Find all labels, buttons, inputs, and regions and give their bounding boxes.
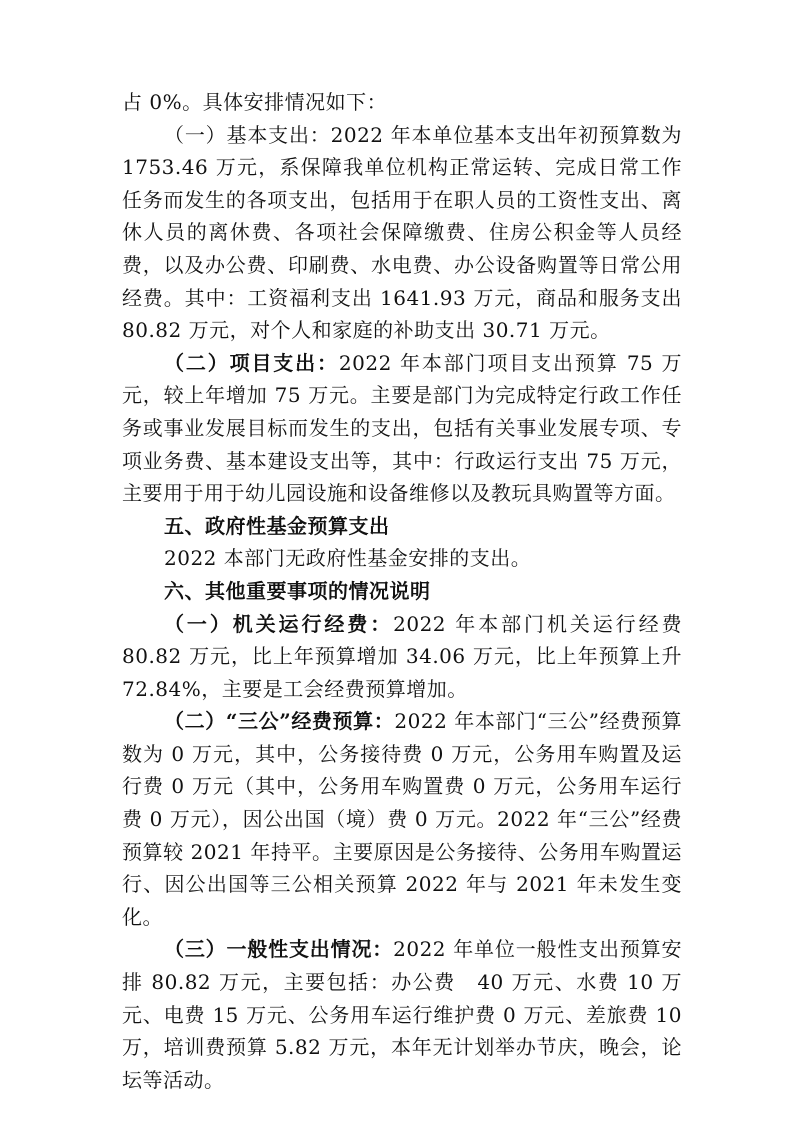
paragraph-body-project-expenditure: 2022 年本部门项目支出预算 75 万元，较上年增加 75 万元。主要是部门为完成特定行政工作任务或事业发展目标而发生的支出，包括有关事业发展专项、专项业务费、基本建设支出等，其中：行政运行支出 75 万元，主要用于用于幼儿园设施和设备维修以及教玩具购置等方面。	[122, 350, 683, 506]
paragraph-three-public-expenses	[122, 705, 682, 933]
paragraph-general-expenditure	[122, 933, 682, 1096]
paragraph-body-agency-operating-cost: 2022 年本部门机关运行经费 80.82 万元，比上年预算增加 34.06 万元，比上年预算上升 72.84%，主要是工会经费预算增加。	[122, 611, 682, 701]
paragraph-project-expenditure	[122, 347, 682, 510]
paragraph-government-fund: 2022 本部门无政府性基金安排的支出。	[164, 546, 532, 571]
paragraph-agency-operating-cost	[122, 608, 682, 706]
section-heading-other-matters: 六、其他重要事项的情况说明	[164, 578, 431, 603]
paragraph-body-three-public-expenses: 2022 年本部门“三公”经费预算数为 0 万元，其中，公务接待费 0 万元，公务用车购置及运行费 0 万元（其中，公务用车购置费 0 万元，公务用车运行费 0 万元），因公出国（境）费 0 万元。2022 年“三公”经费预算较 2021 年持平。主要原因是公务接待、公务用车购置运行、因公出国等三公相关预算 2022 年与 2021 年未发生变化。	[122, 709, 682, 929]
paragraph-body-general-expenditure: 2022 年单位一般性支出预算安排 80.82 万元，主要包括：办公费 40 万元、水费 10 万元、电费 15 万元、公务用车运行维护费 0 万元、差旅费 10 万，培训费预算 5.82 万元，本年无计划举办节庆，晚会，论坛等活动。	[122, 937, 682, 1092]
paragraph-lead-three-public-expenses: （二）“三公”经费预算：	[164, 709, 395, 734]
paragraph-lead-project-expenditure: （二）项目支出：	[164, 350, 339, 375]
paragraph-basic-expenditure: （一）基本支出：2022 年本单位基本支出年初预算数为 1753.46 万元，系保障我单位机构正常运转、完成日常工作任务而发生的各项支出，包括用于在职人员的工资性支出、离休人员的离休费、各项社会保障缴费、住房公积金等人员经费，以及办公费、印刷费、水电费、办公设备购置等日常公用经费。其中：工资福利支出 1641.93 万元，商品和服务支出 80.82 万元，对个人和家庭的补助支出 30.71 万元。	[122, 122, 682, 343]
paragraph-lead-agency-operating-cost: （一）机关运行经费：	[164, 611, 394, 636]
paragraph-lead-general-expenditure: （三）一般性支出情况：	[164, 937, 394, 962]
section-heading-government-fund: 五、政府性基金预算支出	[164, 513, 390, 538]
paragraph-intro-continuation: 占 0%。具体安排情况如下：	[122, 90, 388, 114]
document-page	[122, 86, 682, 1096]
